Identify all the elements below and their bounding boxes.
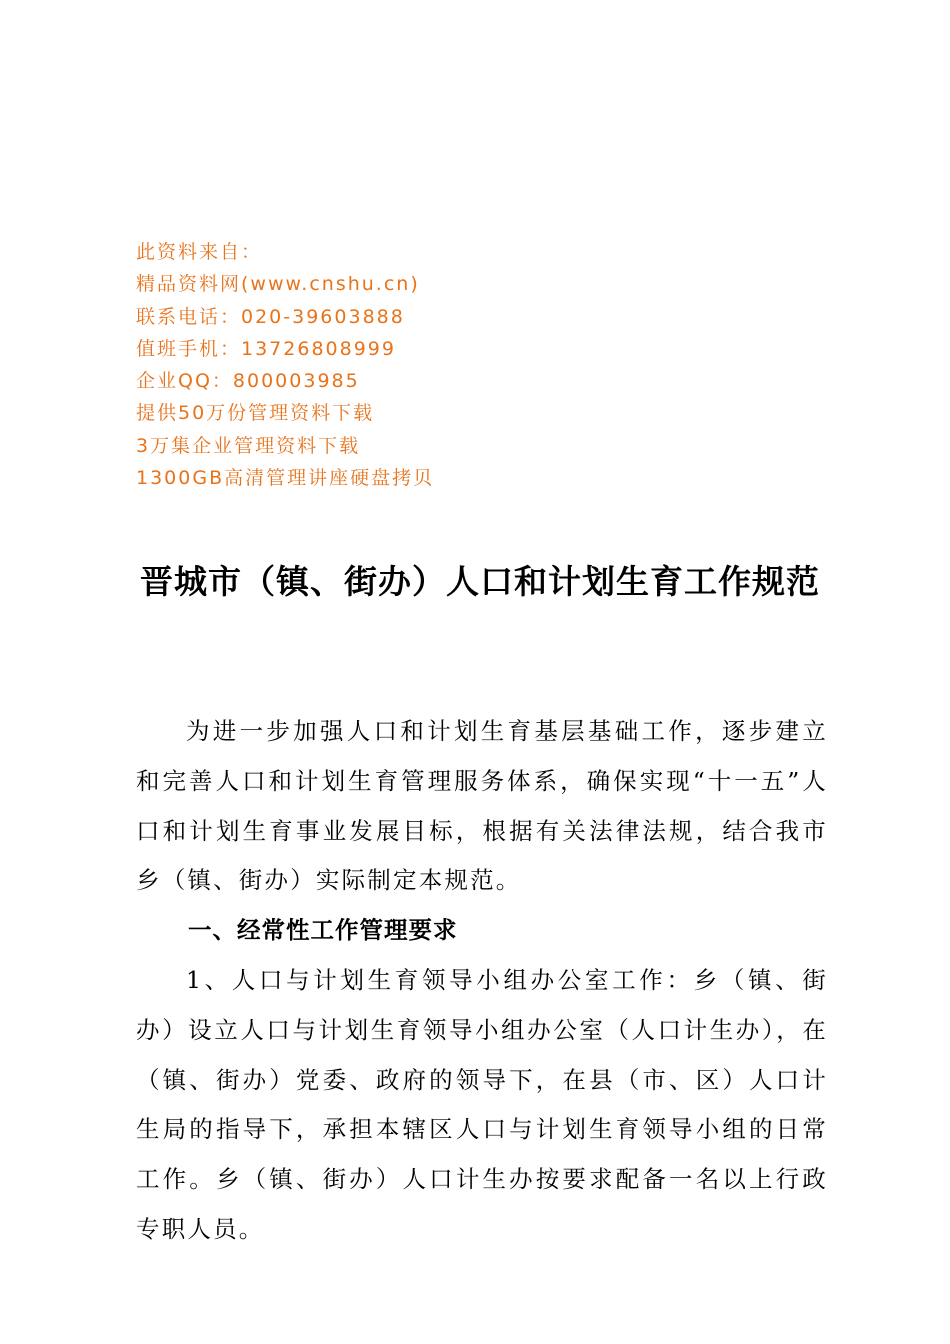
source-line-videos: 3万集企业管理资料下载 xyxy=(136,434,361,457)
section-heading: 一、经常性工作管理要求 xyxy=(188,916,458,945)
document-body xyxy=(136,707,828,1255)
document-title: 晋城市（镇、街办）人口和计划生育工作规范 xyxy=(140,562,820,601)
source-line-lectures: 1300GB高清管理讲座硬盘拷贝 xyxy=(136,467,435,490)
source-line-phone: 联系电话：020-39603888 xyxy=(136,305,405,328)
section-paragraph: 1、人口与计划生育领导小组办公室工作：乡（镇、街办）设立人口与计划生育领导小组办公室（人口计生办），在（镇、街办）党委、政府的领导下，在县（市、区）人口计生局的指导下，承担本辖区人口与计划生育领导小组的日常工作。乡（镇、街办）人口计生办按要求配备一名以上行政专职人员。 xyxy=(136,965,828,1243)
source-info-block xyxy=(136,236,596,494)
source-line-website: 精品资料网(www.cnshu.cn) xyxy=(136,273,420,296)
source-line-origin: 此资料来自： xyxy=(136,241,263,263)
source-line-downloads: 提供50万份管理资料下载 xyxy=(136,402,375,425)
intro-paragraph: 为进一步加强人口和计划生育基层基础工作，逐步建立和完善人口和计划生育管理服务体系，确保实现“十一五”人口和计划生育事业发展目标，根据有关法律法规，结合我市乡（镇、街办）实际制定本规范。 xyxy=(136,717,828,895)
source-line-qq: 企业QQ：800003985 xyxy=(136,370,360,393)
source-line-mobile: 值班手机：13726808999 xyxy=(136,337,396,360)
